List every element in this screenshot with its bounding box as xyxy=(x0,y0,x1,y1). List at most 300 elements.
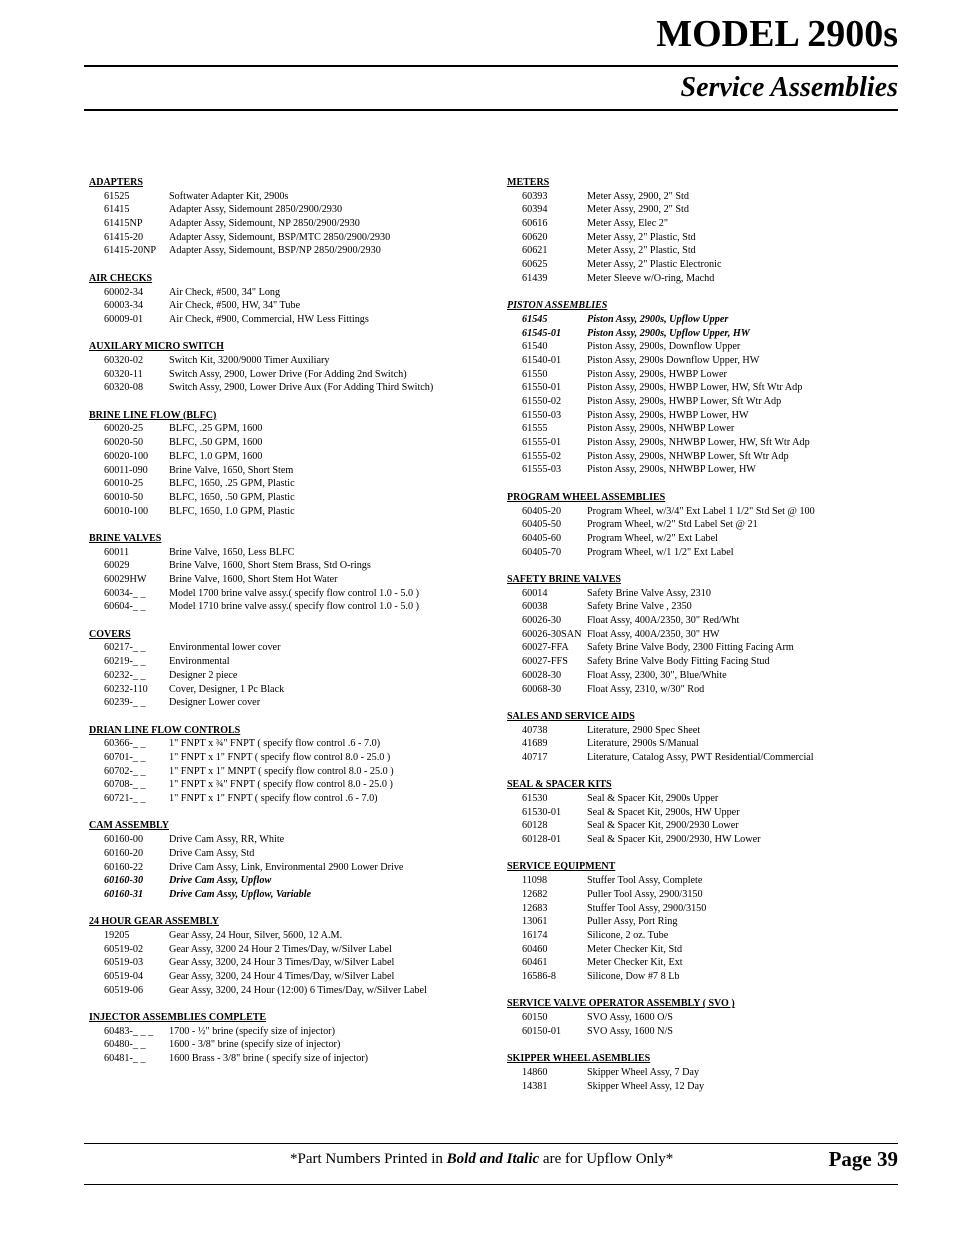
part-number: 61530 xyxy=(522,793,548,805)
part-number: 61550-01 xyxy=(522,382,562,394)
part-description: BLFC, 1650, .50 GPM, Plastic xyxy=(169,491,295,503)
section-title: BRINE LINE FLOW (BLFC) xyxy=(89,409,217,421)
part-description: Piston Assy, 2900s Downflow Upper, HW xyxy=(587,354,760,366)
part-description: Program Wheel, w/2" Std Label Set @ 21 xyxy=(587,519,758,531)
part-number: 40717 xyxy=(522,751,548,763)
part-row xyxy=(507,587,902,601)
part-number: 61555 xyxy=(522,423,548,435)
part-number: 60721-_ _ xyxy=(104,793,146,805)
part-number: 61545-01 xyxy=(522,327,562,339)
part-number: 60034-_ _ xyxy=(104,587,146,599)
part-description: Piston Assy, 2900s, HWBP Lower, HW, Sft Wtr Adp xyxy=(587,382,803,394)
part-number: 41689 xyxy=(522,738,548,750)
part-description: Float Assy, 400A/2350, 30" Red/Wht xyxy=(587,615,740,627)
part-row xyxy=(89,1025,489,1039)
section-title: SAFETY BRINE VALVES xyxy=(507,573,621,585)
part-row xyxy=(507,915,902,929)
part-number: 60028-30 xyxy=(522,669,562,681)
part-row xyxy=(89,956,489,970)
part-row xyxy=(89,970,489,984)
part-row xyxy=(507,463,902,477)
part-description: Meter Assy, 2" Plastic Electronic xyxy=(587,259,722,271)
part-number: 60003-34 xyxy=(104,300,144,312)
part-number: 61555-03 xyxy=(522,464,562,476)
part-number: 60011 xyxy=(104,546,130,558)
part-row xyxy=(89,847,489,861)
part-row xyxy=(507,970,902,984)
part-description: Adapter Assy, Sidemount 2850/2900/2930 xyxy=(169,204,343,216)
part-description: Piston Assy, 2900s, NHWBP Lower, Sft Wtr Adp xyxy=(587,450,789,462)
part-number: 60393 xyxy=(522,190,548,202)
part-number: 60128-01 xyxy=(522,834,562,846)
section-title: PISTON ASSEMBLIES xyxy=(507,300,608,312)
part-row xyxy=(89,436,489,450)
part-description: Air Check, #900, Commercial, HW Less Fittings xyxy=(169,313,369,325)
section-title: 24 HOUR GEAR ASSEMBLY xyxy=(89,916,219,928)
part-number: 60481-_ _ xyxy=(104,1053,146,1065)
part-description: Silicone, 2 oz. Tube xyxy=(587,929,669,941)
part-row xyxy=(89,573,489,587)
part-number: 60519-04 xyxy=(104,971,144,983)
parts-section xyxy=(507,573,902,696)
part-number: 60160-22 xyxy=(104,861,144,873)
part-row xyxy=(507,792,902,806)
part-row xyxy=(507,327,902,341)
parts-section xyxy=(507,997,902,1038)
part-number: 61525 xyxy=(104,190,130,202)
part-row xyxy=(89,765,489,779)
part-description: Gear Assy, 3200 24 Hour 2 Times/Day, w/Silver Label xyxy=(169,943,392,955)
part-row xyxy=(507,1066,902,1080)
part-number: 11098 xyxy=(522,875,548,887)
part-row xyxy=(89,655,489,669)
part-number: 60461 xyxy=(522,957,548,969)
part-description: 1" FNPT x ¾" FNPT ( specify flow control 8.0 - 25.0 ) xyxy=(169,779,393,791)
part-number: 60519-03 xyxy=(104,957,144,969)
part-row xyxy=(89,874,489,888)
part-description: Program Wheel, w/2" Ext Label xyxy=(587,532,718,544)
part-number: 60038 xyxy=(522,601,548,613)
part-row xyxy=(89,491,489,505)
part-description: Drive Cam Assy, Link, Environmental 2900 Lower Drive xyxy=(169,861,404,873)
part-number: 60604-_ _ xyxy=(104,601,146,613)
part-row xyxy=(507,929,902,943)
part-number: 61550 xyxy=(522,368,548,380)
parts-section xyxy=(89,1011,489,1066)
part-number: 60701-_ _ xyxy=(104,751,146,763)
part-row xyxy=(507,614,902,628)
part-row xyxy=(89,984,489,998)
part-row xyxy=(507,546,902,560)
part-description: Adapter Assy, Sidemount, NP 2850/2900/2930 xyxy=(169,218,360,230)
part-row xyxy=(507,231,902,245)
part-row xyxy=(89,299,489,313)
part-description: Adapter Assy, Sidemount, BSP/NP 2850/2900/2930 xyxy=(169,245,381,257)
part-number: 60483-_ _ _ xyxy=(104,1025,154,1037)
part-description: Drive Cam Assy, Std xyxy=(169,847,255,859)
parts-section xyxy=(89,915,489,997)
part-description: Meter Assy, 2900, 2" Std xyxy=(587,190,689,202)
part-number: 60160-31 xyxy=(104,888,144,900)
part-description: Piston Assy, 2900s, NHWBP Lower xyxy=(587,423,735,435)
part-number: 61415-20 xyxy=(104,231,144,243)
part-number: 60519-02 xyxy=(104,943,144,955)
part-row xyxy=(507,641,902,655)
part-number: 61415NP xyxy=(104,218,143,230)
part-row xyxy=(89,1038,489,1052)
part-number: 60010-25 xyxy=(104,478,144,490)
part-number: 60002-34 xyxy=(104,286,144,298)
part-number: 61550-03 xyxy=(522,409,562,421)
part-row xyxy=(507,313,902,327)
part-row xyxy=(507,874,902,888)
part-number: 61439 xyxy=(522,272,548,284)
part-row xyxy=(89,833,489,847)
part-number: 60068-30 xyxy=(522,683,562,695)
part-number: 61555-02 xyxy=(522,450,562,462)
part-description: Program Wheel, w/3/4" Ext Label 1 1/2" Std Set @ 100 xyxy=(587,505,815,517)
part-description: Piston Assy, 2900s, HWBP Lower, HW xyxy=(587,409,749,421)
part-number: 60160-20 xyxy=(104,847,144,859)
section-title: SEAL & SPACER KITS xyxy=(507,779,612,791)
part-row xyxy=(89,354,489,368)
part-number: 60320-02 xyxy=(104,354,144,366)
part-row xyxy=(507,902,902,916)
part-row xyxy=(507,244,902,258)
part-number: 60029 xyxy=(104,560,130,572)
part-description: Seal & Spacet Kit, 2900s, HW Upper xyxy=(587,806,740,818)
part-row xyxy=(507,532,902,546)
part-description: Cover, Designer, 1 Pc Black xyxy=(169,683,285,695)
part-number: 60027-FFS xyxy=(522,656,568,668)
section-title: BRINE VALVES xyxy=(89,532,162,544)
part-description: Piston Assy, 2900s, Upflow Upper, HW xyxy=(587,327,750,339)
parts-section xyxy=(507,299,902,477)
parts-section xyxy=(507,860,902,983)
part-number: 60232-_ _ xyxy=(104,669,146,681)
part-description: Safety Brine Valve Assy, 2310 xyxy=(587,587,711,599)
part-row xyxy=(507,628,902,642)
part-row xyxy=(89,313,489,327)
part-row xyxy=(89,587,489,601)
part-description: 1700 - ½" brine (specify size of injector) xyxy=(169,1025,335,1037)
part-number: 60405-70 xyxy=(522,546,562,558)
part-description: Stuffer Tool Assy, 2900/3150 xyxy=(587,902,707,914)
part-number: 60620 xyxy=(522,231,548,243)
part-description: Safety Brine Valve Body Fitting Facing Stud xyxy=(587,656,770,668)
section-title: SKIPPER WHEEL ASEMBLIES xyxy=(507,1053,651,1065)
part-description: Gear Assy, 3200, 24 Hour (12:00) 6 Times/Day, w/Silver Label xyxy=(169,984,427,996)
part-number: 60621 xyxy=(522,245,548,257)
parts-section xyxy=(507,491,902,559)
part-description: Brine Valve, 1650, Less BLFC xyxy=(169,546,295,558)
part-row xyxy=(89,381,489,395)
part-row xyxy=(89,600,489,614)
part-number: 60239-_ _ xyxy=(104,697,146,709)
section-title: PROGRAM WHEEL ASSEMBLIES xyxy=(507,491,666,503)
part-description: Gear Assy, 24 Hour, Silver, 5600, 12 A.M. xyxy=(169,929,343,941)
part-description: Skipper Wheel Assy, 7 Day xyxy=(587,1066,700,1078)
part-row xyxy=(89,217,489,231)
part-row xyxy=(507,737,902,751)
part-description: BLFC, .25 GPM, 1600 xyxy=(169,423,263,435)
part-row xyxy=(507,655,902,669)
part-row xyxy=(89,751,489,765)
part-description: Puller Assy, Port Ring xyxy=(587,916,678,928)
parts-section xyxy=(89,409,489,519)
part-description: Meter Assy, 2" Plastic, Std xyxy=(587,245,696,257)
part-description: BLFC, 1650, 1.0 GPM, Plastic xyxy=(169,505,295,517)
part-description: Meter Sleeve w/O-ring, Machd xyxy=(587,272,715,284)
part-number: 60320-11 xyxy=(104,368,143,380)
part-row xyxy=(89,546,489,560)
part-row xyxy=(89,368,489,382)
part-number: 60405-60 xyxy=(522,532,562,544)
part-number: 60519-06 xyxy=(104,984,144,996)
parts-section xyxy=(507,710,902,765)
part-number: 60011-090 xyxy=(104,464,148,476)
part-description: Meter Assy, 2900, 2" Std xyxy=(587,204,689,216)
part-description: Designer 2 piece xyxy=(169,669,238,681)
part-row xyxy=(507,258,902,272)
part-row xyxy=(89,888,489,902)
part-description: Switch Kit, 3200/9000 Timer Auxiliary xyxy=(169,354,330,366)
part-number: 60160-00 xyxy=(104,834,144,846)
part-number: 60405-50 xyxy=(522,519,562,531)
part-number: 16174 xyxy=(522,929,548,941)
part-number: 60010-100 xyxy=(104,505,149,517)
part-row xyxy=(507,381,902,395)
part-description: Softwater Adapter Kit, 2900s xyxy=(169,190,289,202)
part-description: Literature, 2900s S/Manual xyxy=(587,738,699,750)
left-column xyxy=(89,176,489,1080)
part-description: Skipper Wheel Assy, 12 Day xyxy=(587,1080,705,1092)
part-description: SVO Assy, 1600 O/S xyxy=(587,1012,673,1024)
page-title: MODEL 2900s xyxy=(656,13,898,55)
section-title: ADAPTERS xyxy=(89,177,143,188)
part-number: 61550-02 xyxy=(522,396,562,408)
part-row xyxy=(89,696,489,710)
part-row xyxy=(507,354,902,368)
part-number: 60232-110 xyxy=(104,683,148,695)
part-row xyxy=(507,217,902,231)
parts-section xyxy=(89,340,489,395)
section-title: SERVICE EQUIPMENT xyxy=(507,861,616,873)
part-description: Drive Cam Assy, Upflow, Variable xyxy=(169,888,312,900)
footer-rule-bottom xyxy=(84,1184,898,1185)
part-row xyxy=(89,422,489,436)
part-row xyxy=(89,286,489,300)
part-description: Piston Assy, 2900s, NHWBP Lower, HW xyxy=(587,464,756,476)
section-title: METERS xyxy=(507,177,550,188)
section-title: SALES AND SERVICE AIDS xyxy=(507,710,635,722)
part-description: Safety Brine Valve Body, 2300 Fitting Facing Arm xyxy=(587,642,794,654)
part-row xyxy=(89,669,489,683)
part-description: 1600 - 3/8" brine (specify size of injector) xyxy=(169,1039,341,1051)
part-number: 60405-20 xyxy=(522,505,562,517)
part-row xyxy=(507,669,902,683)
part-row xyxy=(507,806,902,820)
page-number: Page 39 xyxy=(828,1147,898,1171)
part-row xyxy=(507,888,902,902)
section-title: AUXILARY MICRO SWITCH xyxy=(89,341,224,353)
part-row xyxy=(507,395,902,409)
part-row xyxy=(507,340,902,354)
part-description: Model 1700 brine valve assy.( specify flow control 1.0 - 5.0 ) xyxy=(169,587,420,599)
part-number: 61415 xyxy=(104,204,130,216)
part-row xyxy=(507,368,902,382)
part-row xyxy=(89,203,489,217)
part-row xyxy=(507,518,902,532)
part-description: Switch Assy, 2900, Lower Drive (For Adding 2nd Switch) xyxy=(169,368,407,380)
footer-note-prefix: *Part Numbers Printed in xyxy=(290,1151,447,1167)
part-row xyxy=(507,724,902,738)
part-number: 13061 xyxy=(522,916,548,928)
part-description: Float Assy, 2300, 30", Blue/White xyxy=(587,669,727,681)
part-description: Drive Cam Assy, RR, White xyxy=(169,834,285,846)
part-row xyxy=(89,559,489,573)
part-number: 12682 xyxy=(522,888,548,900)
part-description: Seal & Spacer Kit, 2900s Upper xyxy=(587,793,719,805)
part-number: 60616 xyxy=(522,218,548,230)
parts-section xyxy=(507,1052,902,1093)
part-row xyxy=(89,464,489,478)
part-number: 14381 xyxy=(522,1080,548,1092)
part-description: Designer Lower cover xyxy=(169,697,261,709)
part-row xyxy=(507,409,902,423)
section-title: AIR CHECKS xyxy=(89,272,153,284)
part-description: Meter Assy, Elec 2" xyxy=(587,218,669,230)
section-title: INJECTOR ASSEMBLIES COMPLETE xyxy=(89,1012,267,1024)
part-number: 60480-_ _ xyxy=(104,1039,146,1051)
header-rule-top xyxy=(84,65,898,67)
part-description: Piston Assy, 2900s, HWBP Lower xyxy=(587,368,727,380)
part-number: 61415-20NP xyxy=(104,245,157,257)
part-description: BLFC, 1.0 GPM, 1600 xyxy=(169,450,263,462)
part-description: Stuffer Tool Assy, Complete xyxy=(587,875,703,887)
part-row xyxy=(507,751,902,765)
page-subtitle: Service Assemblies xyxy=(680,72,898,103)
part-row xyxy=(89,477,489,491)
part-number: 14860 xyxy=(522,1066,548,1078)
part-number: 60320-08 xyxy=(104,382,144,394)
part-row xyxy=(507,190,902,204)
part-description: Puller Tool Assy, 2900/3150 xyxy=(587,888,703,900)
parts-section xyxy=(89,819,489,901)
part-row xyxy=(507,436,902,450)
part-description: Gear Assy, 3200, 24 Hour 3 Times/Day, w/Silver Label xyxy=(169,957,395,969)
part-description: BLFC, .50 GPM, 1600 xyxy=(169,437,263,449)
right-column xyxy=(507,176,902,1107)
part-description: Environmental lower cover xyxy=(169,642,281,654)
part-number: 61545 xyxy=(522,313,548,325)
part-number: 60150-01 xyxy=(522,1025,562,1037)
footer-note xyxy=(290,1151,673,1168)
part-description: Drive Cam Assy, Upflow xyxy=(169,875,272,887)
part-row xyxy=(89,190,489,204)
part-row xyxy=(89,929,489,943)
part-row xyxy=(507,1025,902,1039)
part-number: 61530-01 xyxy=(522,806,562,818)
part-row xyxy=(89,505,489,519)
part-row xyxy=(507,600,902,614)
part-number: 60026-30 xyxy=(522,615,562,627)
part-number: 19205 xyxy=(104,929,130,941)
part-number: 60219-_ _ xyxy=(104,656,146,668)
part-row xyxy=(507,943,902,957)
part-number: 60009-01 xyxy=(104,313,144,325)
parts-section xyxy=(507,778,902,846)
part-description: SVO Assy, 1600 N/S xyxy=(587,1025,673,1037)
part-number: 60014 xyxy=(522,587,548,599)
parts-section xyxy=(89,724,489,806)
part-description: 1" FNPT x 1" FNPT ( specify flow control 8.0 - 25.0 ) xyxy=(169,751,391,763)
part-number: 60366-_ _ xyxy=(104,738,146,750)
part-row xyxy=(507,505,902,519)
part-row xyxy=(89,231,489,245)
part-number: 60150 xyxy=(522,1012,548,1024)
part-description: Meter Assy, 2" Plastic, Std xyxy=(587,231,696,243)
parts-section xyxy=(507,176,902,286)
part-row xyxy=(507,422,902,436)
part-number: 40738 xyxy=(522,724,548,736)
part-row xyxy=(507,203,902,217)
part-row xyxy=(89,1052,489,1066)
part-description: Air Check, #500, 34" Long xyxy=(169,286,281,298)
part-description: Seal & Spacer Kit, 2900/2930, HW Lower xyxy=(587,834,761,846)
part-number: 12683 xyxy=(522,902,548,914)
part-description: Environmental xyxy=(169,656,230,668)
part-row xyxy=(507,833,902,847)
part-description: Float Assy, 2310, w/30" Rod xyxy=(587,683,705,695)
part-number: 60020-100 xyxy=(104,450,149,462)
part-number: 60394 xyxy=(522,204,548,216)
parts-section xyxy=(89,628,489,710)
part-row xyxy=(507,1011,902,1025)
part-number: 60010-50 xyxy=(104,491,144,503)
part-description: Brine Valve, 1600, Short Stem Hot Water xyxy=(169,574,338,586)
part-number: 61540-01 xyxy=(522,354,562,366)
part-row xyxy=(89,641,489,655)
part-row xyxy=(507,819,902,833)
part-description: Brine Valve, 1600, Short Stem Brass, Std O-rings xyxy=(169,560,371,572)
parts-section xyxy=(89,176,489,258)
part-description: Meter Checker Kit, Std xyxy=(587,943,683,955)
section-title: SERVICE VALVE OPERATOR ASSEMBLY ( SVO ) xyxy=(507,998,735,1010)
part-number: 60702-_ _ xyxy=(104,765,146,777)
part-number: 60020-25 xyxy=(104,423,144,435)
part-row xyxy=(89,792,489,806)
part-row xyxy=(89,737,489,751)
part-row xyxy=(89,861,489,875)
part-row xyxy=(507,450,902,464)
part-description: Adapter Assy, Sidemount, BSP/MTC 2850/2900/2930 xyxy=(169,231,391,243)
part-number: 60027-FFA xyxy=(522,642,569,654)
part-description: BLFC, 1650, .25 GPM, Plastic xyxy=(169,478,295,490)
part-description: Silicone, Dow #7 8 Lb xyxy=(587,970,680,982)
part-description: Switch Assy, 2900, Lower Drive Aux (For Adding Third Switch) xyxy=(169,382,434,394)
part-row xyxy=(507,1080,902,1094)
part-description: Literature, 2900 Spec Sheet xyxy=(587,724,701,736)
part-row xyxy=(89,778,489,792)
part-description: Literature, Catalog Assy, PWT Residential/Commercial xyxy=(587,751,814,763)
part-description: 1" FNPT x 1" MNPT ( specify flow control 8.0 - 25.0 ) xyxy=(169,765,394,777)
part-description: Air Check, #500, HW, 34" Tube xyxy=(169,300,301,312)
part-row xyxy=(507,272,902,286)
part-description: Piston Assy, 2900s, HWBP Lower, Sft Wtr Adp xyxy=(587,396,782,408)
part-description: Piston Assy, 2900s, Upflow Upper xyxy=(587,313,729,325)
part-description: Meter Checker Kit, Ext xyxy=(587,957,683,969)
